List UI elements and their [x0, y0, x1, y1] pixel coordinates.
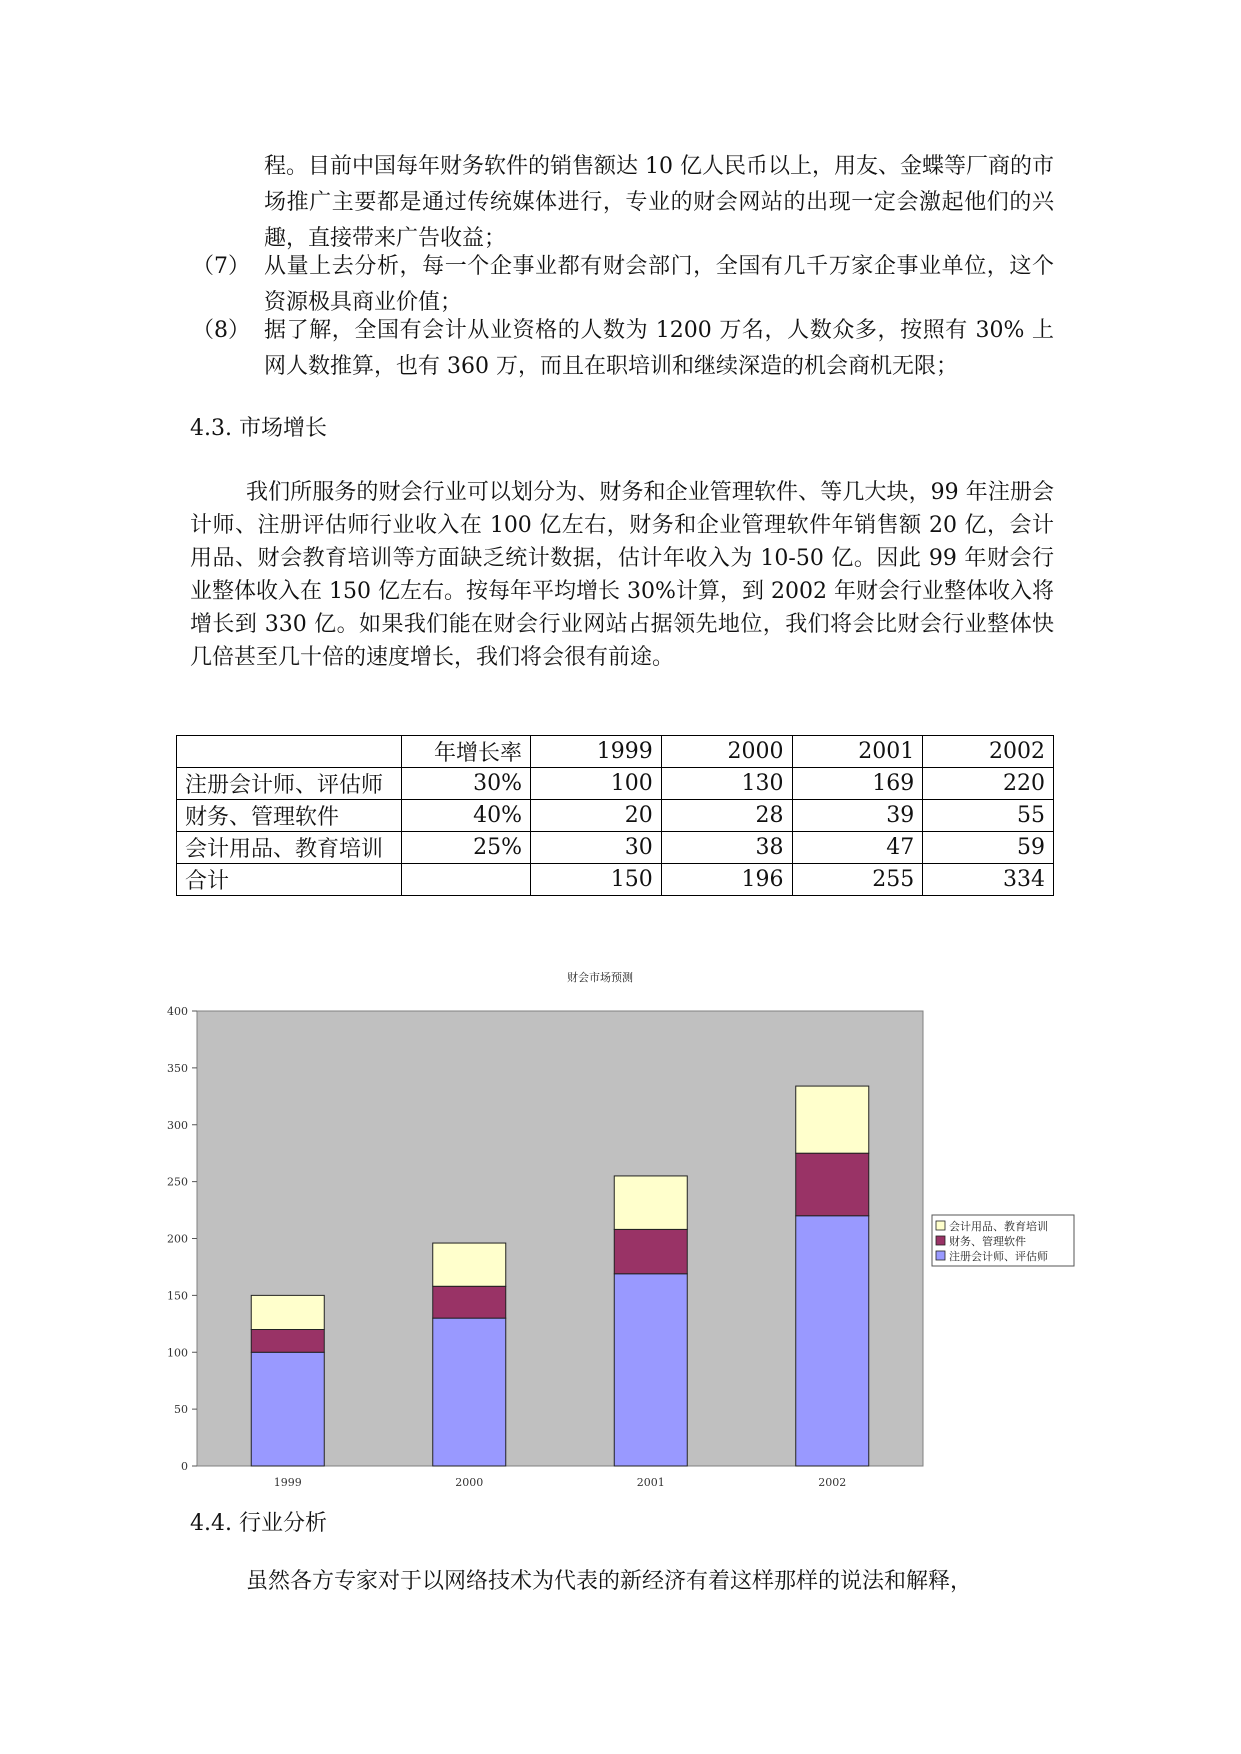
y-tick-label: 50 — [174, 1403, 188, 1417]
table-row — [177, 768, 1054, 800]
bar-segment — [614, 1274, 687, 1466]
table-cell: 220 — [923, 768, 1054, 800]
section-heading-4-3: 4.3. 市场增长 — [190, 416, 327, 441]
x-tick-label: 2000 — [455, 1476, 484, 1489]
table-cell: 169 — [792, 768, 923, 800]
bar-segment — [251, 1352, 324, 1466]
table-cell: 25% — [402, 832, 531, 864]
bar-segment — [614, 1229, 687, 1273]
y-tick-label: 200 — [167, 1232, 188, 1246]
list-item-text: 从量上去分析，每一个企事业都有财会部门，全国有几千万家企事业单位，这个资源极具商业价值； — [264, 254, 1054, 315]
table-cell: 39 — [792, 800, 923, 832]
legend-label: 注册会计师、评估师 — [949, 1250, 1048, 1263]
table-cell: 47 — [792, 832, 923, 864]
list-item-8 — [192, 313, 1054, 385]
bar-segment — [614, 1176, 687, 1229]
table-cell: 255 — [792, 864, 923, 896]
chart-x-axis — [274, 1476, 847, 1489]
table-cell: 28 — [661, 800, 792, 832]
list-item-number: （8） — [192, 318, 250, 343]
bar-segment — [796, 1153, 869, 1216]
chart-legend — [932, 1215, 1074, 1266]
market-growth-paragraph: 我们所服务的财会行业可以划分为、财务和企业管理软件、等几大块，99 年注册会计师、注册评估师行业收入在 100 亿左右，财务和企业管理软件年销售额 20 亿，会计用品、财会教育培训等方面缺乏统计数据，估计年收入为 10-50 亿。因此 99 年财会行业整体收入在 150 亿左右。按每年平均增长 30%计算，到 2002 年财会行业整体收入将增长到 330 亿。如果我们能在财会行业网站占据领先地位，我们将会比财会行业整体快几倍甚至几十倍的速度增长，我们将会很有前途。 — [190, 480, 1054, 670]
legend-label: 会计用品、教育培训 — [949, 1220, 1048, 1233]
bar-segment — [796, 1216, 869, 1466]
table-row — [177, 832, 1054, 864]
section-heading-4-4: 4.4. 行业分析 — [190, 1511, 327, 1536]
list-item-text: 据了解，全国有会计从业资格的人数为 1200 万名，人数众多，按照有 30% 上网人数推算，也有 360 万，而且在职培训和继续深造的机会商机无限； — [264, 318, 1054, 379]
chart-y-axis — [167, 1005, 197, 1473]
y-tick-label: 250 — [167, 1175, 188, 1189]
table-cell: 38 — [661, 832, 792, 864]
legend-swatch — [936, 1221, 945, 1230]
x-tick-label: 2002 — [818, 1476, 847, 1489]
table-cell: 100 — [531, 768, 662, 800]
y-tick-label: 150 — [167, 1289, 188, 1303]
list-item-number: （7） — [192, 254, 250, 279]
table-cell: 注册会计师、评估师 — [177, 768, 402, 800]
table-header-row — [177, 736, 1054, 768]
bar-segment — [251, 1330, 324, 1353]
table-cell: 年增长率 — [402, 736, 531, 768]
intro-paragraph-text: 程。目前中国每年财务软件的销售额达 10 亿人民币以上，用友、金蝶等厂商的市场推广主要都是通过传统媒体进行，专业的财会网站的出现一定会激起他们的兴趣，直接带来广告收益； — [264, 154, 1054, 251]
table-cell: 合计 — [177, 864, 402, 896]
table-cell: 150 — [531, 864, 662, 896]
table-cell: 59 — [923, 832, 1054, 864]
chart-title: 财会市场预测 — [567, 971, 633, 984]
table-cell — [177, 736, 402, 768]
bar-segment — [433, 1286, 506, 1318]
table-cell — [402, 864, 531, 896]
x-tick-label: 2001 — [636, 1476, 665, 1489]
table-cell: 1999 — [531, 736, 662, 768]
table-cell: 334 — [923, 864, 1054, 896]
table-cell: 196 — [661, 864, 792, 896]
y-tick-label: 0 — [181, 1460, 188, 1473]
y-tick-label: 400 — [167, 1005, 188, 1018]
bar-segment — [251, 1295, 324, 1329]
table-cell: 30 — [531, 832, 662, 864]
market-forecast-chart — [150, 955, 1080, 1515]
table-cell: 30% — [402, 768, 531, 800]
table-cell: 会计用品、教育培训 — [177, 832, 402, 864]
table-row — [177, 864, 1054, 896]
legend-swatch — [936, 1236, 945, 1245]
table-cell: 40% — [402, 800, 531, 832]
bar-segment — [796, 1086, 869, 1153]
intro-paragraph — [264, 149, 1054, 257]
legend-swatch — [936, 1251, 945, 1260]
table-cell: 55 — [923, 800, 1054, 832]
table-cell: 130 — [661, 768, 792, 800]
y-tick-label: 100 — [167, 1346, 188, 1360]
legend-label: 财务、管理软件 — [949, 1235, 1026, 1248]
table-cell: 2002 — [923, 736, 1054, 768]
industry-analysis-paragraph: 虽然各方专家对于以网络技术为代表的新经济有着这样那样的说法和解释， — [246, 1569, 973, 1594]
market-growth-table — [176, 735, 1054, 896]
table-cell: 2000 — [661, 736, 792, 768]
y-tick-label: 300 — [167, 1118, 188, 1132]
bar-segment — [433, 1243, 506, 1286]
table-cell: 财务、管理软件 — [177, 800, 402, 832]
bar-segment — [433, 1318, 506, 1466]
y-tick-label: 350 — [167, 1061, 188, 1075]
table-cell: 2001 — [792, 736, 923, 768]
x-tick-label: 1999 — [273, 1476, 302, 1489]
table-cell: 20 — [531, 800, 662, 832]
table-row — [177, 800, 1054, 832]
list-item-7 — [192, 249, 1054, 321]
